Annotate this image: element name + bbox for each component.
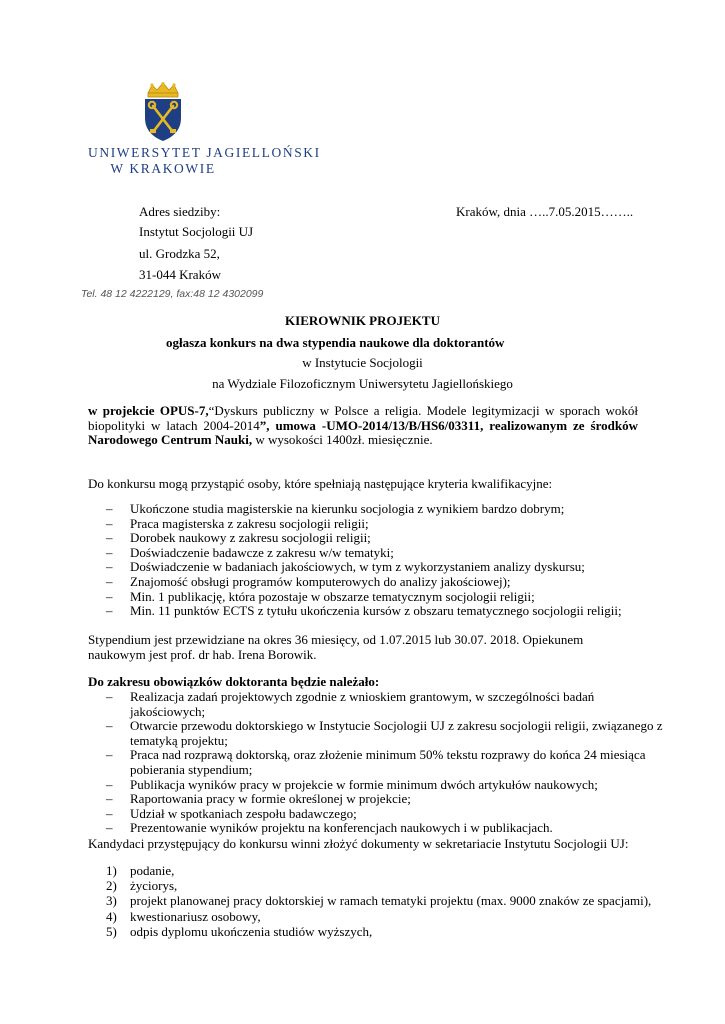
criteria-item: – Doświadczenie w badaniach jakościowych, w tym z wykorzystaniem analizy dyskursu; — [88, 560, 668, 575]
criteria-list — [88, 502, 668, 619]
criteria-item: – Min. 11 punktów ECTS z tytułu ukończenia kursów z obszaru tematycznego socjologii religii; — [88, 604, 668, 619]
address-label: Adres siedziby: — [139, 204, 221, 219]
university-name-line1: UNIWERSYTET JAGIELLOŃSKI — [88, 145, 321, 160]
document-item-number: 4) — [106, 908, 117, 924]
phone-fax: Tel. 48 12 4222129, fax:48 12 4302099 — [81, 288, 264, 300]
document-item — [88, 924, 668, 939]
project-contract: ”, umowa -UMO-2014/13/B/HS6/03311, realizowanym ze środków Narodowego Centrum Nauki, — [88, 417, 638, 447]
stipend-text: Stypendium jest przewidziane na okres 36 miesięcy, od 1.07.2015 lub 30.07. 2018. Opiekunem naukowym jest prof. dr hab. Irena Borowik. — [88, 632, 584, 662]
project-description — [88, 404, 638, 448]
address-city: 31-044 Kraków — [139, 267, 221, 282]
address-institute: Instytut Socjologii UJ — [139, 224, 254, 239]
criteria-intro: Do konkursu mogą przystąpić osoby, które spełniają następujące kryteria kwalifikacyjne: — [88, 476, 553, 491]
heading-institute: w Instytucie Socjologii — [302, 355, 423, 370]
documents-intro: Kandydaci przystępujący do konkursu winni złożyć dokumenty w sekretariacie Instytutu Socjologii UJ: — [88, 836, 629, 851]
document-item-number: 1) — [106, 863, 117, 878]
duties-item: – Otwarcie przewodu doktorskiego w Instytucie Socjologii UJ z zakresu socjologii religii, związanego z tematyką projektu; — [88, 719, 668, 748]
duties-item: – Udział w spotkaniach zespołu badawczego; — [88, 807, 668, 822]
duties-item: – Raportowania pracy w formie określonej w projekcie; — [88, 792, 668, 807]
document-item-text: podanie, — [130, 863, 175, 878]
document-item — [88, 878, 668, 893]
heading-subtitle: ogłasza konkurs na dwa stypendia naukowe dla doktorantów — [166, 335, 505, 350]
duties-item: – Realizacja zadań projektowych zgodnie z wnioskiem grantowym, w szczególności badań jakościowych; — [88, 690, 668, 719]
criteria-item: – Praca magisterska z zakresu socjologii religii; — [88, 517, 668, 532]
date-line: Kraków, dnia …..7.05.2015…….. — [456, 204, 634, 219]
project-title: “Dyskurs publiczny w Polsce a religia. Modele legitymizacji w sporach wokół biopolityki w latach 2004-2014 — [88, 403, 638, 433]
duties-item: – Publikacja wyników pracy w projekcie w formie minimum dwóch artykułów naukowych; — [88, 778, 668, 793]
heading-title: KIEROWNIK PROJEKTU — [285, 313, 440, 328]
duties-list — [88, 690, 668, 836]
criteria-item: – Znajomość obsługi programów komputerowych do analizy jakościowej); — [88, 575, 668, 590]
document-item-text: projekt planowanej pracy doktorskiej w ramach tematyki projektu (max. 9000 znaków ze spacjami), — [130, 893, 652, 909]
document-item-number: 3) — [106, 893, 117, 909]
document-item — [88, 909, 668, 924]
document-item — [88, 863, 668, 878]
document-item-text: odpis dyplomu ukończenia studiów wyższych, — [130, 923, 373, 939]
university-logo — [88, 82, 321, 177]
project-label: w projekcie OPUS-7, — [88, 403, 209, 418]
duties-heading: Do zakresu obowiązków doktoranta będzie należało: — [88, 674, 380, 689]
criteria-item: – Doświadczenie badawcze z zakresu w/w tematyki; — [88, 546, 668, 561]
crowned-shield-crossed-keys-icon — [141, 82, 185, 142]
criteria-item: – Min. 1 publikację, która pozostaje w obszarze tematycznym socjologii religii; — [88, 590, 668, 605]
document-item — [88, 893, 668, 908]
project-amount: w wysokości 1400zł. miesięcznie. — [252, 432, 433, 447]
document-item-text: życiorys, — [130, 878, 178, 894]
criteria-item: – Dorobek naukowy z zakresu socjologii religii; — [88, 531, 668, 546]
document-item-number: 2) — [106, 878, 117, 894]
address-street: ul. Grodzka 52, — [139, 246, 220, 261]
document-item-text: kwestionariusz osobowy, — [130, 908, 261, 924]
criteria-item: – Ukończone studia magisterskie na kierunku socjologia z wynikiem bardzo dobrym; — [88, 502, 668, 517]
documents-list — [88, 863, 668, 939]
university-name-line2: W KRAKOWIE — [110, 161, 216, 176]
document-item-number: 5) — [106, 923, 117, 939]
duties-item: – Prezentowanie wyników projektu na konferencjach naukowych i w publikacjach. — [88, 821, 668, 836]
heading-faculty: na Wydziale Filozoficznym Uniwersytetu Jagiellońskiego — [212, 376, 513, 391]
duties-item: – Praca nad rozprawą doktorską, oraz złożenie minimum 50% tekstu rozprawy do końca 24 miesiąca pobierania stypendium; — [88, 748, 668, 777]
